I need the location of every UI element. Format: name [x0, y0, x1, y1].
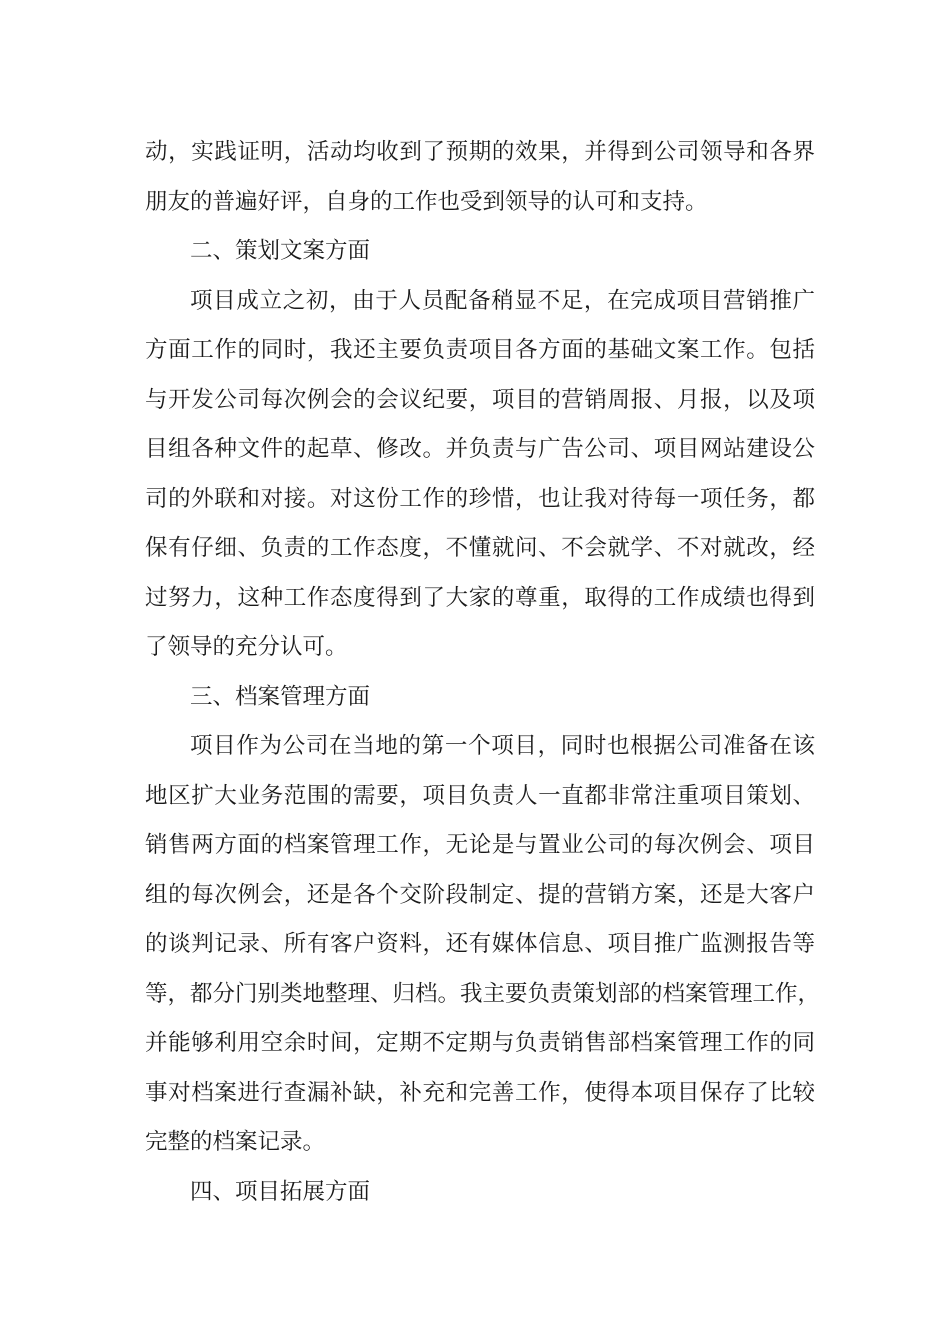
body-line: 等，都分门别类地整理、归档。我主要负责策划部的档案管理工作， [145, 980, 821, 1007]
body-line: 方面工作的同时，我还主要负责项目各方面的基础文案工作。包括 [145, 337, 815, 363]
body-line: 朋友的普遍好评，自身的工作也受到领导的认可和支持。 [145, 188, 708, 215]
body-line: 过努力，这种工作态度得到了大家的尊重，取得的工作成绩也得到 [145, 584, 815, 611]
body-line: 事对档案进行查漏补缺，补充和完善工作，使得本项目保存了比较 [145, 1079, 815, 1106]
body-line: 组的每次例会，还是各个交阶段制定、提的营销方案，还是大客户 [145, 881, 815, 908]
body-line: 并能够利用空余时间，定期不定期与负责销售部档案管理工作的同 [145, 1030, 815, 1056]
body-line: 与开发公司每次例会的会议纪要，项目的营销周报、月报，以及项 [145, 386, 815, 413]
paragraph-first-line: 项目作为公司在当地的第一个项目，同时也根据公司准备在该 [190, 733, 815, 759]
document-body [145, 128, 821, 1217]
body-line: 的谈判记录、所有客户资料，还有媒体信息、项目推广监测报告等 [145, 931, 815, 957]
body-line: 地区扩大业务范围的需要，项目负责人一直都非常注重项目策划、 [145, 782, 815, 809]
body-line: 保有仔细、负责的工作态度，不懂就问、不会就学、不对就改，经 [145, 535, 815, 561]
body-line: 司的外联和对接。对这份工作的珍惜，也让我对待每一项任务，都 [145, 485, 815, 512]
paragraph-first-line: 项目成立之初，由于人员配备稍显不足，在完成项目营销推广 [190, 287, 815, 314]
body-line: 销售两方面的档案管理工作，无论是与置业公司的每次例会、项目 [145, 832, 815, 858]
section-heading: 四、项目拓展方面 [190, 1178, 371, 1205]
body-line: 完整的档案记录。 [145, 1129, 326, 1155]
body-line: 了领导的充分认可。 [145, 634, 348, 660]
body-line: 动，实践证明，活动均收到了预期的效果，并得到公司领导和各界 [145, 139, 815, 165]
section-heading: 二、策划文案方面 [190, 238, 371, 264]
body-line: 目组各种文件的起草、修改。并负责与广告公司、项目网站建设公 [145, 436, 815, 462]
section-heading: 三、档案管理方面 [190, 683, 371, 710]
